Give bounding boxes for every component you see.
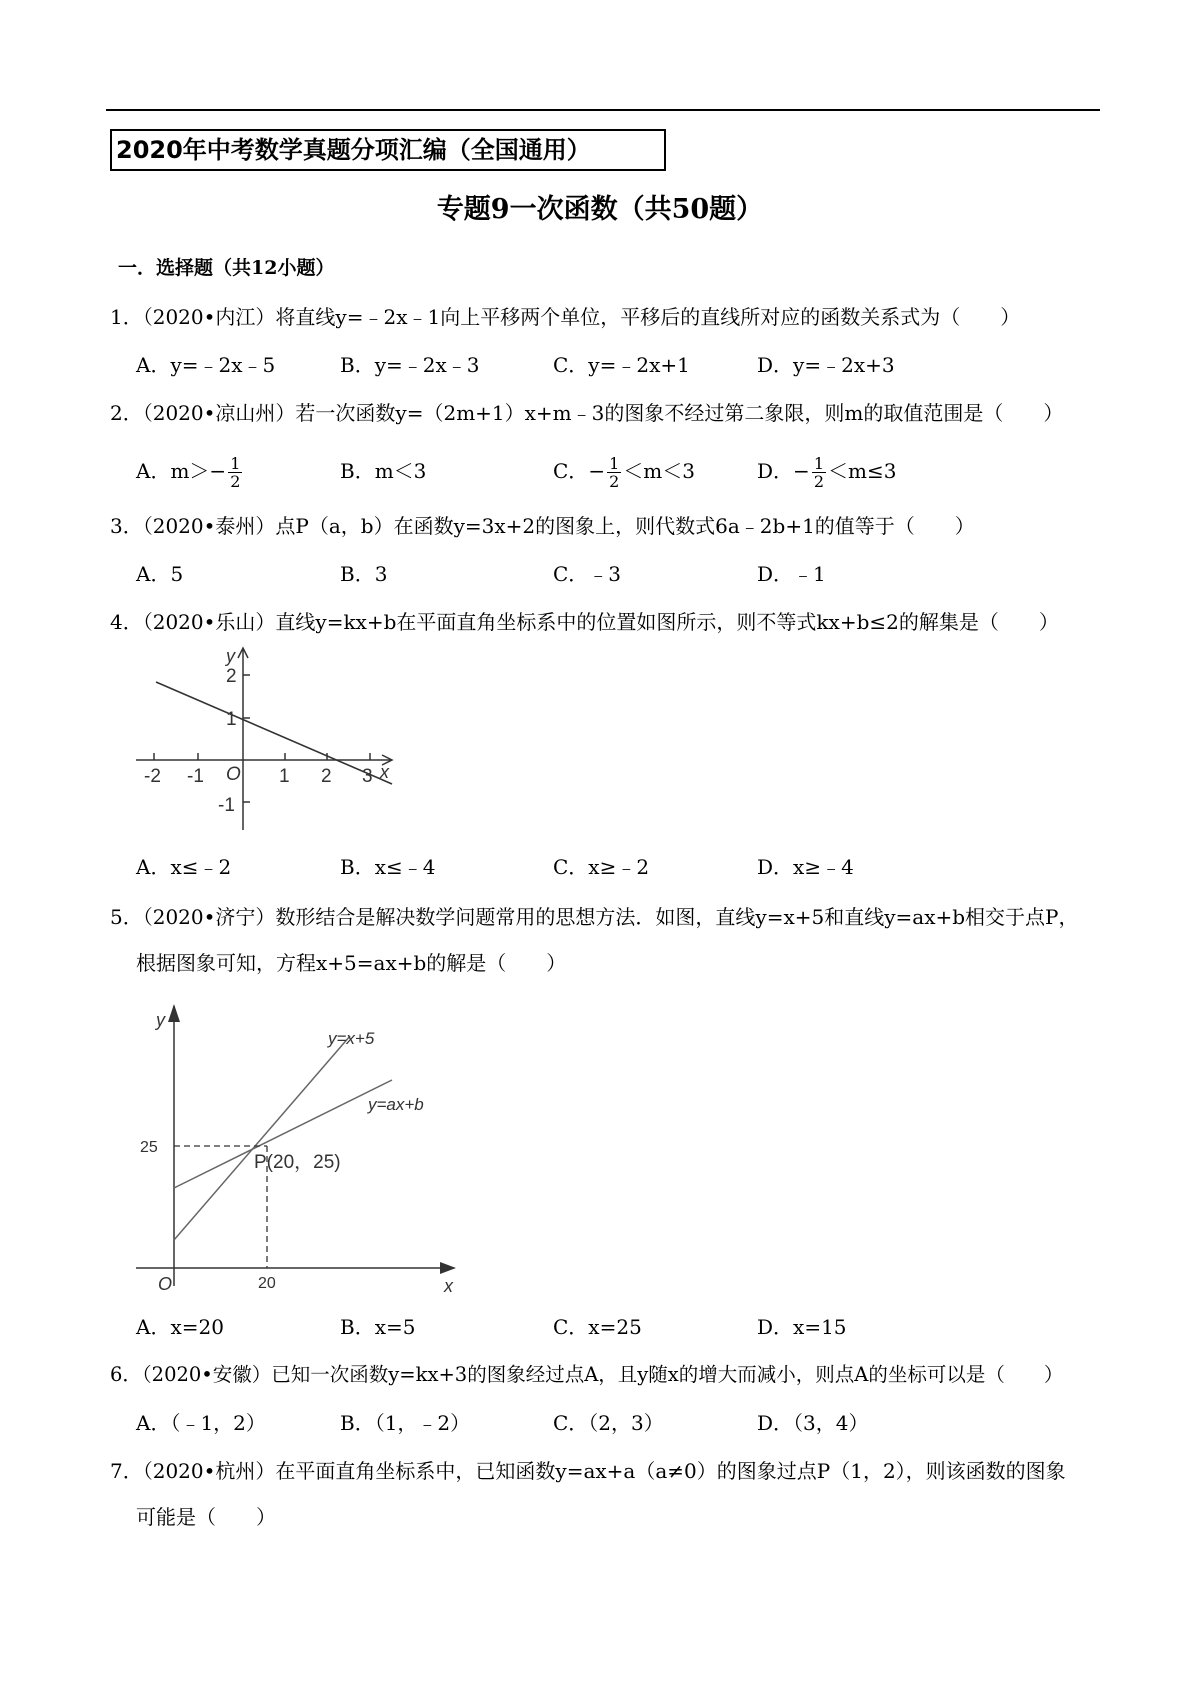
q4-option-d: D．x≥﹣4 (757, 855, 854, 879)
fraction: $\frac{1}{2}$ (230, 454, 241, 491)
question-4-stem: 4．（2020•乐山）直线y=kx+b在平面直角坐标系中的位置如图所示，则不等式kx+b≤2的解集是（ ） (110, 610, 1059, 634)
line2-label: y=ax+b (368, 1095, 424, 1114)
question-1-stem: 1．（2020•内江）将直线y=﹣2x﹣1向上平移两个单位，平移后的直线所对应的函数关系式为（ ） (110, 305, 1021, 329)
q4-figure (130, 640, 400, 840)
line-y-x-plus-5 (174, 1036, 350, 1240)
page-title: 专题9一次函数（共50题） (436, 194, 764, 225)
y-axis-arrow (168, 1004, 180, 1022)
x-axis-arrow (440, 1262, 456, 1274)
origin-label: O (158, 1274, 173, 1294)
x-axis-label: x (444, 1276, 453, 1296)
y-axis-label: y (156, 1010, 165, 1030)
question-7-stem-line1: 7．（2020•杭州）在平面直角坐标系中，已知函数y=ax+a（a≠0）的图象过点P（1，2），则该函数的图象 (110, 1459, 1066, 1483)
q5-option-d: D．x=15 (757, 1315, 847, 1339)
question-6-stem: 6．（2020•安徽）已知一次函数y=kx+3的图象经过点A，且y随x的增大而减小，则点A的坐标可以是（ ） (110, 1363, 1064, 1386)
q5-option-b: B．x=5 (340, 1315, 416, 1339)
q2-option-b: B．m＜3 (340, 459, 427, 483)
q3-option-c: C．﹣3 (553, 562, 622, 586)
q1-option-b: B．y=﹣2x﹣3 (340, 353, 480, 377)
x-tick-label: 1 (279, 766, 290, 787)
x-tick-label: 2 (321, 766, 332, 787)
x-axis-label: x (380, 762, 389, 782)
fraction: $\frac{1}{2}$ (813, 454, 824, 491)
q5-option-a: A．x=20 (136, 1315, 224, 1339)
q4-option-a: A．x≤﹣2 (136, 855, 232, 879)
q3-option-a: A．5 (136, 562, 184, 586)
y-axis-label: y (226, 646, 235, 666)
x-tick-label: -2 (144, 766, 161, 787)
q3-option-d: D．﹣1 (757, 562, 826, 586)
q2-option-a: A．m＞− $\frac{1}{2}$ (136, 454, 241, 491)
y-tick-label: -1 (218, 795, 235, 816)
q2-option-d: D．− $\frac{1}{2}$ ＜m≤3 (757, 454, 897, 491)
q5-option-c: C．x=25 (553, 1315, 642, 1339)
question-7-stem-line2: 可能是（ ） (136, 1505, 276, 1529)
q4-option-b: B．x≤﹣4 (340, 855, 436, 879)
header-title: 2020年中考数学真题分项汇编（全国通用） (110, 129, 666, 171)
y-tick-label: 1 (226, 709, 237, 730)
section-title: 一．选择题（共12小题） (118, 257, 335, 279)
origin-label: O (226, 764, 241, 785)
fraction: $\frac{1}{2}$ (609, 454, 620, 491)
question-3-stem: 3．（2020•泰州）点P（a，b）在函数y=3x+2的图象上，则代数式6a﹣2b+1的值等于（ ） (110, 514, 975, 538)
q6-option-d: D．（3，4） (757, 1411, 869, 1435)
q1-option-c: C．y=﹣2x+1 (553, 353, 690, 377)
q4-option-c: C．x≥﹣2 (553, 855, 650, 879)
x-tick-label: 3 (362, 766, 373, 787)
q6-option-c: C．（2，3） (553, 1411, 664, 1435)
q2-option-c: C．− $\frac{1}{2}$ ＜m＜3 (553, 454, 695, 491)
q1-option-d: D．y=﹣2x+3 (757, 353, 895, 377)
x-tick-label: 20 (258, 1275, 276, 1292)
line1-label: y=x+5 (328, 1029, 375, 1048)
q1-option-a: A．y=﹣2x﹣5 (136, 353, 276, 377)
y-tick-label: 2 (226, 666, 237, 687)
q6-option-b: B．（1，﹣2） (340, 1411, 471, 1435)
q3-option-b: B．3 (340, 562, 388, 586)
q5-figure (130, 996, 470, 1296)
question-5-stem-line2: 根据图象可知，方程x+5=ax+b的解是（ ） (136, 951, 567, 975)
question-2-stem: 2．（2020•凉山州）若一次函数y=（2m+1）x+m﹣3的图象不经过第二象限，则m的取值范围是（ ） (110, 401, 1064, 425)
question-5-stem-line1: 5．（2020•济宁）数形结合是解决数学问题常用的思想方法．如图，直线y=x+5和直线y=ax+b相交于点P， (110, 905, 1079, 929)
y-tick-label: 25 (140, 1139, 158, 1156)
top-rule (106, 109, 1100, 111)
q6-option-a: A．（﹣1，2） (136, 1411, 266, 1435)
point-p-label: P(20，25) (254, 1152, 341, 1173)
x-tick-label: -1 (187, 766, 204, 787)
